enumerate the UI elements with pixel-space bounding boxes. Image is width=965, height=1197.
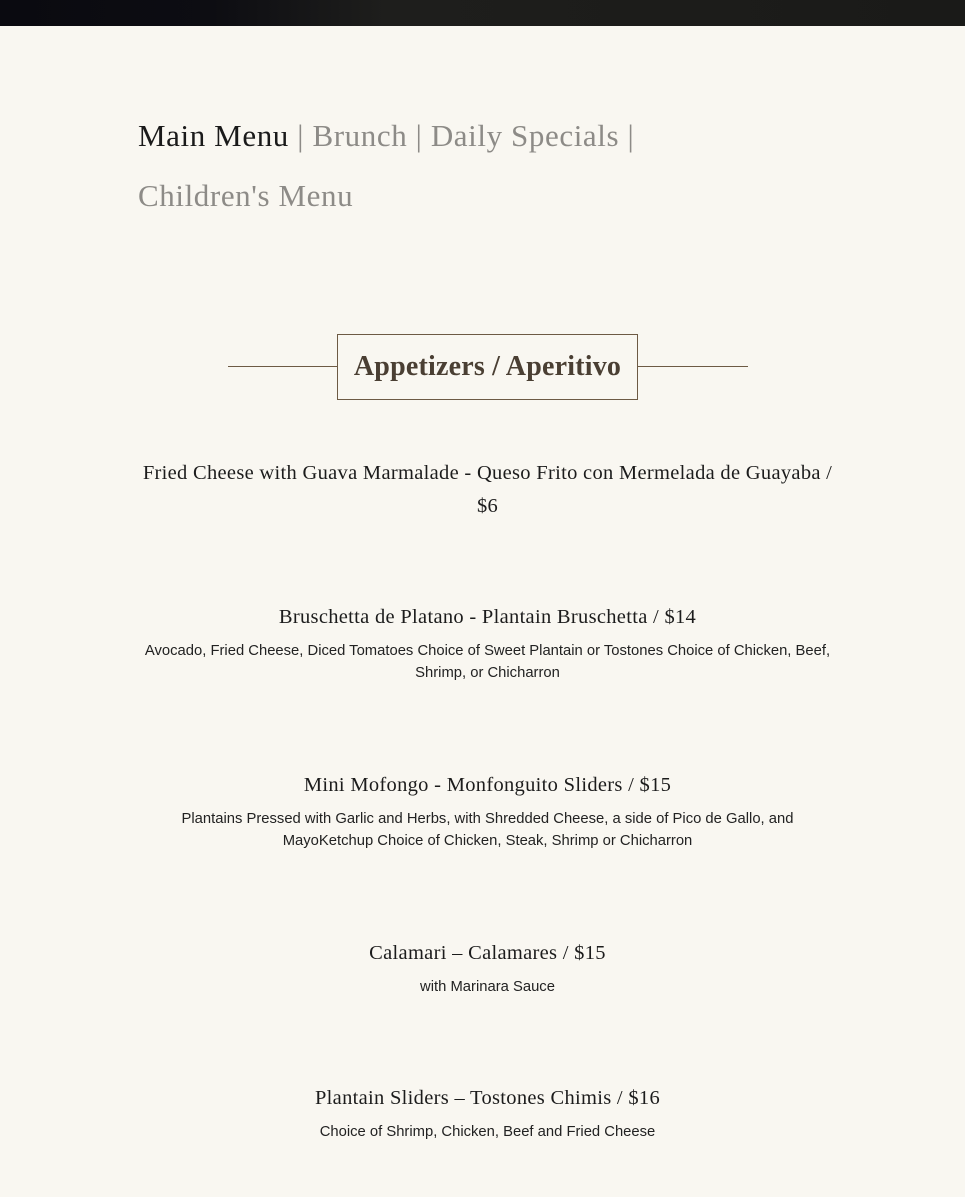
menu-item-title: Mini Mofongo - Monfonguito Sliders / $15 — [303, 774, 672, 796]
nav-brunch[interactable]: Brunch — [312, 118, 408, 153]
menu-item-title: Calamari – Calamares / $15 — [369, 942, 606, 964]
nav-childrens-menu[interactable]: Children's Menu — [138, 178, 354, 213]
menu-item-title: Bruschetta de Platano - Plantain Bruschetta / $14 — [278, 606, 697, 628]
nav-daily-specials[interactable]: Daily Specials — [430, 118, 620, 153]
heading-rule-left — [228, 366, 337, 367]
section-heading — [228, 334, 748, 400]
nav-separator: | — [627, 118, 635, 153]
menu-item-description: with Marinara Sauce — [420, 979, 555, 995]
nav-separator: | — [415, 118, 431, 153]
header-banner — [0, 0, 965, 26]
nav-separator: | — [297, 118, 313, 153]
heading-rule-right — [637, 366, 748, 367]
menu-item — [140, 457, 835, 523]
menu-item — [140, 937, 835, 998]
menu-item-title: Plantain Sliders – Tostones Chimis / $16 — [314, 1087, 661, 1109]
menu-item — [140, 601, 835, 684]
menu-item — [140, 1082, 835, 1143]
nav-main-menu[interactable]: Main Menu — [138, 118, 289, 153]
section-title: Appetizers / Aperitivo — [353, 351, 622, 382]
menu-item — [140, 769, 835, 852]
heading-frame — [337, 334, 638, 400]
menu-item-description: Choice of Shrimp, Chicken, Beef and Fried Cheese — [319, 1124, 656, 1140]
menu-nav — [138, 106, 698, 226]
menu-item-description: Plantains Pressed with Garlic and Herbs, with Shredded Cheese, a side of Pico de Gallo, and MayoKetchup Choice of Chicken, Steak, Shrimp or Chicharron — [181, 811, 794, 849]
menu-item-description: Avocado, Fried Cheese, Diced Tomatoes Choice of Sweet Plantain or Tostones Choice of Chicken, Beef, Shrimp, or Chicharron — [144, 643, 831, 681]
menu-item-title: Fried Cheese with Guava Marmalade - Queso Frito con Mermelada de Guayaba / $6 — [142, 462, 833, 517]
